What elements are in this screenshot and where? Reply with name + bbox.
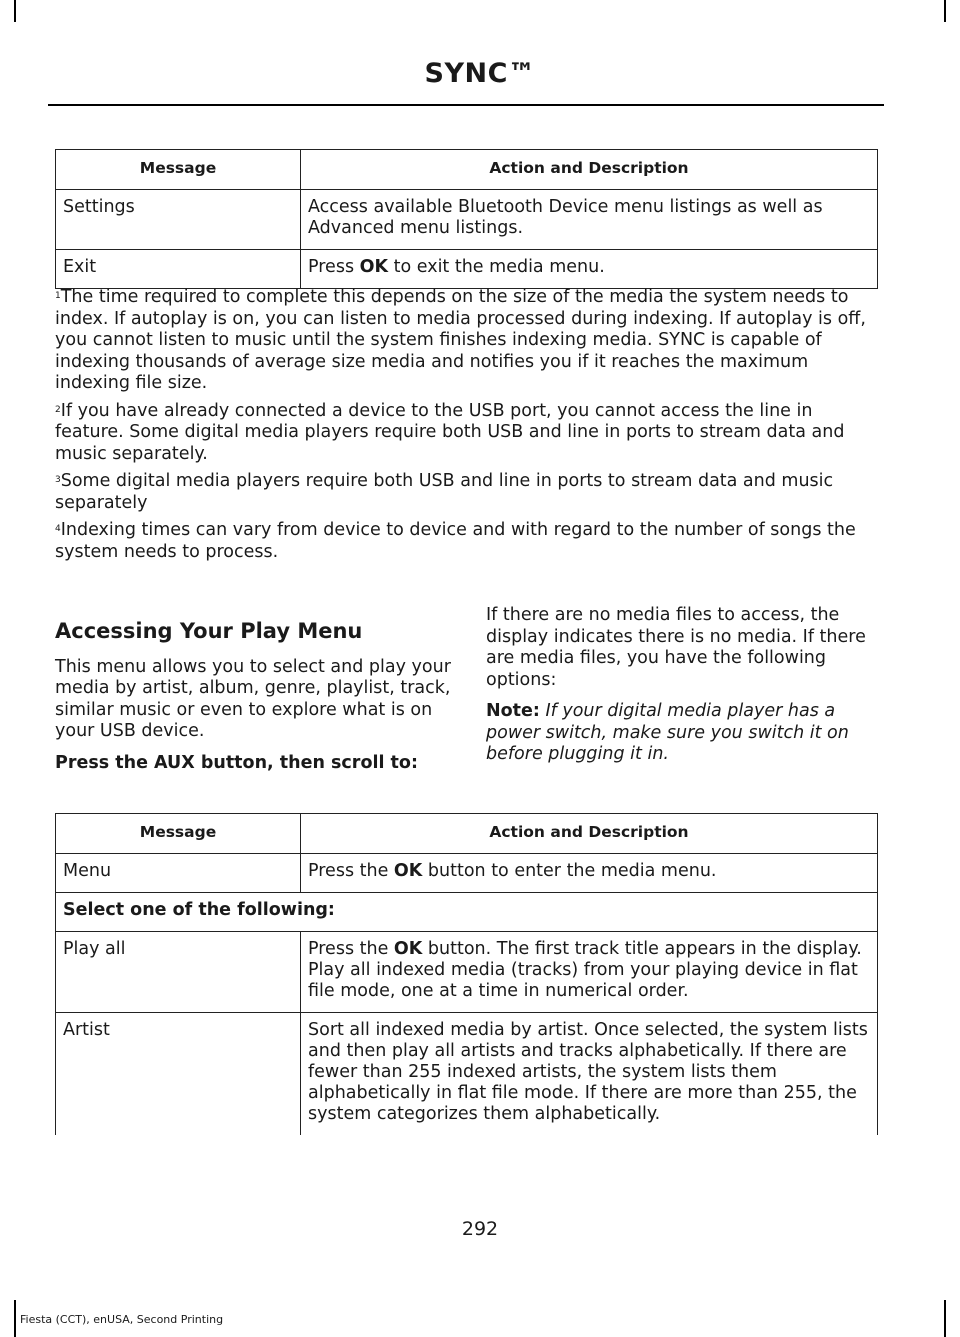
action-text: Play all indexed media (tracks) from your playing device in flat file mode, one at a time in numerical order. (308, 960, 858, 1001)
scroll-instruction: Press the AUX button, then scroll to: (55, 753, 418, 773)
footnote (55, 401, 881, 466)
message-table-top (55, 149, 878, 289)
action-text: to exit the media menu. (388, 257, 605, 277)
table-row (56, 932, 878, 1013)
action-text: button. The first track title appears in the display. (422, 939, 862, 959)
note-label: Note: (486, 701, 540, 721)
footnote (55, 520, 881, 563)
action-text: Press the (308, 939, 394, 959)
footnote-text: The time required to complete this depends on the size of the media the system needs to index. If autoplay is on, you can listen to media processed during indexing. If autoplay is off, you cannot listen to music until the system finishes indexing media. SYNC is capable of indexing thousands of average size media and notifies you if it reaches the maximum indexing file size. (55, 287, 866, 393)
table-row (56, 1013, 878, 1136)
row-message: Exit (56, 250, 301, 289)
row-message: Play all (56, 932, 301, 1013)
row-message: Menu (56, 854, 301, 893)
column-header-action: Action and Description (301, 814, 878, 854)
ok-keyword: OK (393, 939, 423, 959)
footnote-text: If you have already connected a device to the USB port, you cannot access the line in feature. Some digital media players require both USB and line in ports to stream data and music separately. (55, 400, 845, 464)
table-row (56, 854, 878, 893)
media-options-paragraph: If there are no media files to access, the display indicates there is no media. If there are media files, you have the following options: (486, 605, 866, 690)
footnote-mark: 4 (55, 524, 61, 534)
footnote-text: Indexing times can vary from device to device and with regard to the number of songs the system needs to process. (55, 520, 856, 562)
table-header-row (56, 814, 878, 854)
action-text: Press the (308, 861, 394, 881)
footnote-mark: 1 (55, 291, 61, 301)
table-header-row (56, 150, 878, 190)
note (486, 701, 882, 766)
column-header-message: Message (56, 814, 301, 854)
left-column (55, 621, 451, 753)
table-row (56, 893, 878, 932)
action-text: Press (308, 257, 360, 277)
ok-keyword: OK (393, 861, 423, 881)
action-text: button to enter the media menu. (422, 861, 717, 881)
page-header-title: SYNC™ (424, 58, 536, 89)
select-row: Select one of the following: (56, 893, 878, 932)
section-heading: Accessing Your Play Menu (55, 619, 363, 643)
column-header-action: Action and Description (301, 150, 878, 190)
footnote-mark: 3 (55, 475, 61, 485)
footnote-text: Some digital media players require both USB and line in ports to stream data and music separately (55, 471, 834, 513)
table-row (56, 190, 878, 250)
right-column (486, 605, 882, 776)
footnote-mark: 2 (55, 404, 61, 415)
row-message: Settings (56, 190, 301, 250)
row-action (301, 250, 878, 289)
row-action: Access available Bluetooth Device menu listings as well as Advanced menu listings. (301, 190, 878, 250)
message-table-play-menu (55, 813, 878, 1135)
row-action: Sort all indexed media by artist. Once selected, the system lists and then play all artists and tracks alphabetically. If there are fewer than 255 indexed artists, the system lists them alphabetically in flat file mode. If there are more than 255, the system categorizes them alphabetically. (301, 1013, 878, 1136)
crop-mark-bottom-right (944, 1300, 946, 1337)
column-header-message: Message (56, 150, 301, 190)
footer-printing-info: Fiesta (CCT), enUSA, Second Printing (20, 1313, 224, 1326)
page-number: 292 (461, 1218, 499, 1240)
crop-mark-bottom-left (14, 1300, 16, 1337)
header-divider (48, 104, 884, 106)
note-text: If your digital media player has a power switch, make sure you switch it on before plugging it in. (486, 701, 849, 764)
footnote (55, 287, 881, 395)
row-message: Artist (56, 1013, 301, 1136)
table-row (56, 250, 878, 289)
row-action (301, 854, 878, 893)
footnotes (55, 287, 881, 569)
crop-mark-top-right (944, 0, 946, 22)
footnote (55, 471, 881, 514)
crop-mark-top-left (14, 0, 16, 22)
ok-keyword: OK (359, 257, 389, 277)
row-action (301, 932, 878, 1013)
intro-paragraph: This menu allows you to select and play your media by artist, album, genre, playlist, track, similar music or even to explore what is on your USB device. (55, 656, 451, 741)
